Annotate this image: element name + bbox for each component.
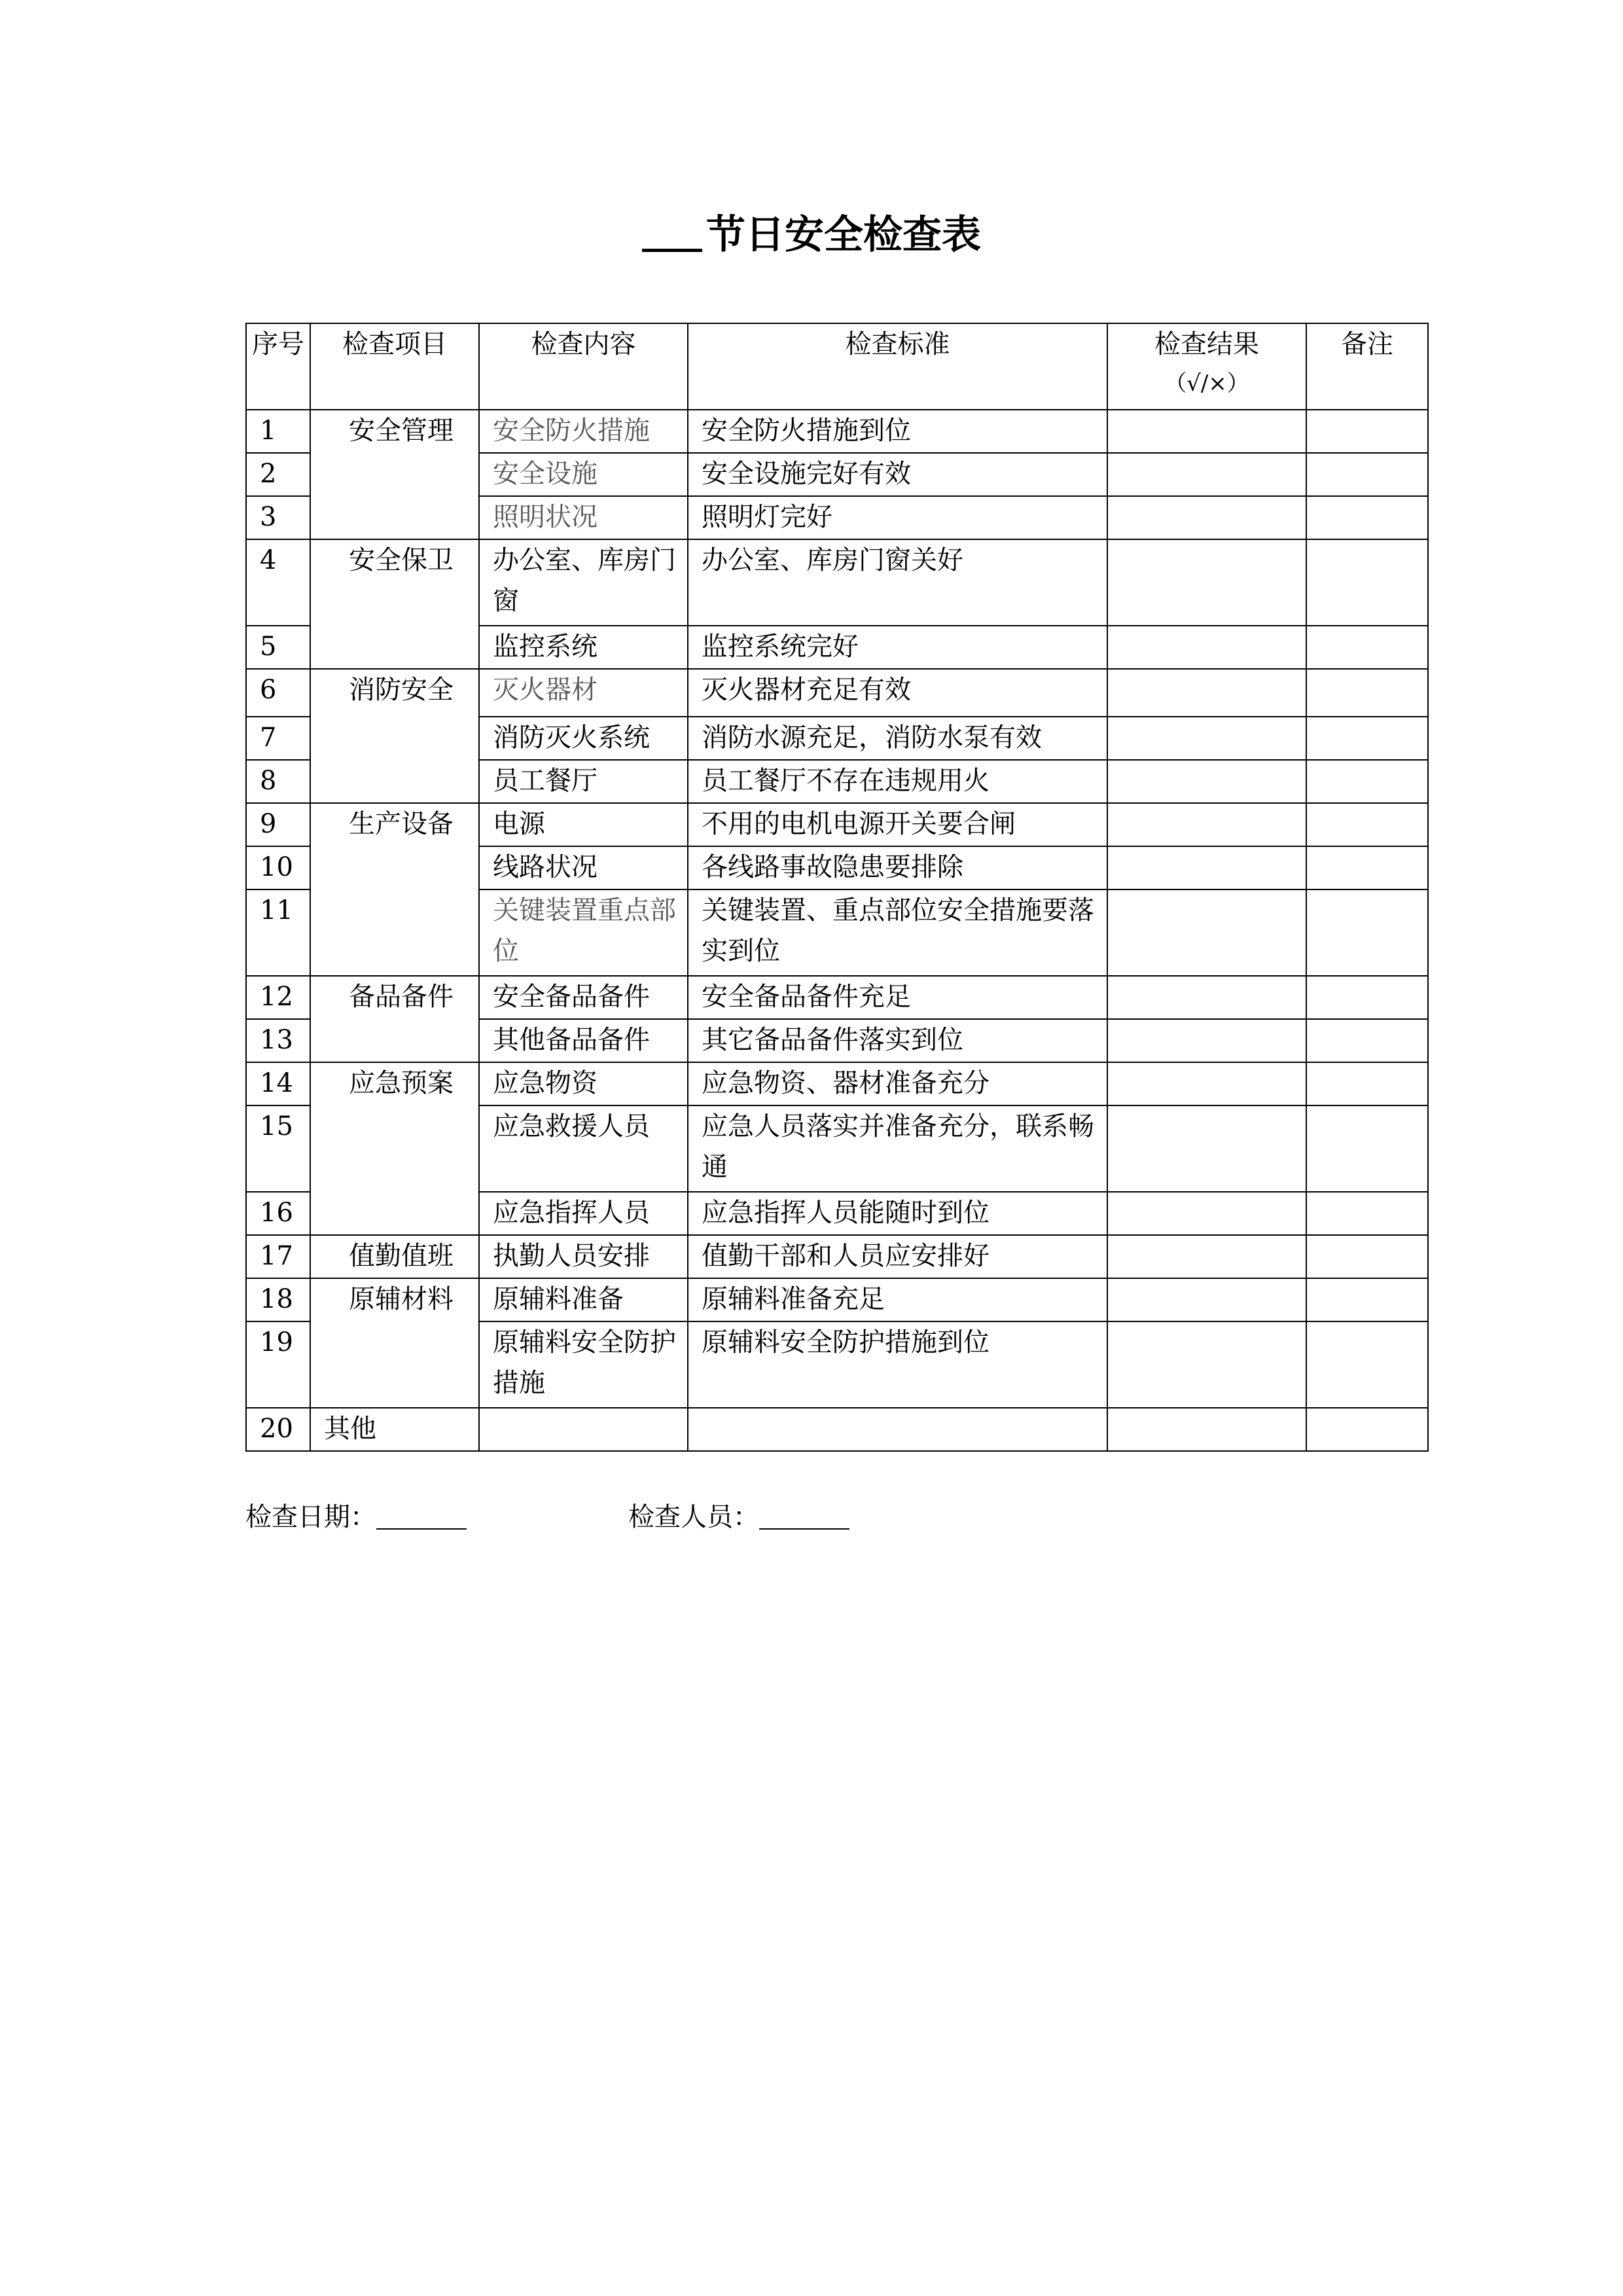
- table-row: [246, 410, 1428, 453]
- remark-cell[interactable]: [1306, 803, 1428, 846]
- row-no: 17: [246, 1235, 310, 1278]
- row-standard: 安全防火措施到位: [688, 410, 1107, 453]
- remark-cell[interactable]: [1306, 669, 1428, 717]
- result-cell[interactable]: [1107, 1105, 1306, 1192]
- remark-cell[interactable]: [1306, 760, 1428, 803]
- row-content: 灭火器材: [479, 669, 688, 717]
- title-blank-line[interactable]: [642, 208, 702, 252]
- row-no: 9: [246, 803, 310, 846]
- header-no: 序号: [246, 323, 310, 410]
- result-cell[interactable]: [1107, 453, 1306, 496]
- group-item: 安全保卫: [310, 539, 479, 669]
- row-no: 14: [246, 1062, 310, 1105]
- result-cell[interactable]: [1107, 410, 1306, 453]
- result-cell[interactable]: [1107, 1235, 1306, 1278]
- row-content: 执勤人员安排: [479, 1235, 688, 1278]
- title-text: 节日安全检查表: [706, 212, 981, 258]
- table-row: [246, 1235, 1428, 1278]
- table-row: [246, 1062, 1428, 1105]
- row-no: 5: [246, 626, 310, 669]
- result-cell[interactable]: [1107, 976, 1306, 1019]
- remark-cell[interactable]: [1306, 539, 1428, 626]
- row-standard: 原辅料安全防护措施到位: [688, 1321, 1107, 1408]
- remark-cell[interactable]: [1306, 453, 1428, 496]
- header-remark: 备注: [1306, 323, 1428, 410]
- group-item: 值勤值班: [310, 1235, 479, 1278]
- result-cell[interactable]: [1107, 669, 1306, 717]
- remark-cell[interactable]: [1306, 717, 1428, 760]
- row-content: 应急救援人员: [479, 1105, 688, 1192]
- remark-cell[interactable]: [1306, 889, 1428, 976]
- row-standard[interactable]: [688, 1408, 1107, 1451]
- header-result-label: 检查结果: [1154, 329, 1259, 359]
- row-standard: 关键装置、重点部位安全措施要落实到位: [688, 889, 1107, 976]
- row-content: 员工餐厅: [479, 760, 688, 803]
- row-standard: 各线路事故隐患要排除: [688, 846, 1107, 889]
- remark-cell[interactable]: [1306, 1278, 1428, 1321]
- row-no: 2: [246, 453, 310, 496]
- result-cell[interactable]: [1107, 846, 1306, 889]
- row-standard: 不用的电机电源开关要合闸: [688, 803, 1107, 846]
- group-item: 其他: [310, 1408, 479, 1451]
- row-standard: 其它备品备件落实到位: [688, 1019, 1107, 1062]
- remark-cell[interactable]: [1306, 1105, 1428, 1192]
- row-content: 应急物资: [479, 1062, 688, 1105]
- header-content: 检查内容: [479, 323, 688, 410]
- result-cell[interactable]: [1107, 803, 1306, 846]
- row-content: 其他备品备件: [479, 1019, 688, 1062]
- row-no: 20: [246, 1408, 310, 1451]
- row-no: 15: [246, 1105, 310, 1192]
- group-item: 生产设备: [310, 803, 479, 976]
- remark-cell[interactable]: [1306, 1408, 1428, 1451]
- inspector-blank[interactable]: [759, 1497, 849, 1530]
- remark-cell[interactable]: [1306, 1235, 1428, 1278]
- row-standard: 消防水源充足，消防水泵有效: [688, 717, 1107, 760]
- header-standard: 检查标准: [688, 323, 1107, 410]
- row-no: 19: [246, 1321, 310, 1408]
- row-no: 18: [246, 1278, 310, 1321]
- row-standard: 应急指挥人员能随时到位: [688, 1192, 1107, 1235]
- row-standard: 值勤干部和人员应安排好: [688, 1235, 1107, 1278]
- group-item: 原辅材料: [310, 1278, 479, 1408]
- row-content: 关键装置重点部位: [479, 889, 688, 976]
- result-cell[interactable]: [1107, 1062, 1306, 1105]
- row-no: 13: [246, 1019, 310, 1062]
- row-content: 原辅料准备: [479, 1278, 688, 1321]
- table-row: [246, 976, 1428, 1019]
- row-content: 线路状况: [479, 846, 688, 889]
- footer-inspector: [628, 1497, 849, 1537]
- result-cell[interactable]: [1107, 539, 1306, 626]
- row-content[interactable]: [479, 1408, 688, 1451]
- result-cell[interactable]: [1107, 1321, 1306, 1408]
- row-no: 16: [246, 1192, 310, 1235]
- result-cell[interactable]: [1107, 1019, 1306, 1062]
- row-content: 消防灭火系统: [479, 717, 688, 760]
- table-header-row: [246, 323, 1428, 410]
- table-row: [246, 803, 1428, 846]
- row-content: 电源: [479, 803, 688, 846]
- row-no: 12: [246, 976, 310, 1019]
- remark-cell[interactable]: [1306, 410, 1428, 453]
- group-item: 应急预案: [310, 1062, 479, 1235]
- row-standard: 监控系统完好: [688, 626, 1107, 669]
- header-result-sub: （√/×）: [1164, 370, 1249, 397]
- row-content: 办公室、库房门窗: [479, 539, 688, 626]
- page-title: [0, 208, 1623, 261]
- remark-cell[interactable]: [1306, 1062, 1428, 1105]
- row-content: 安全防火措施: [479, 410, 688, 453]
- header-item: 检查项目: [310, 323, 479, 410]
- row-content: 照明状况: [479, 496, 688, 539]
- row-content: 安全备品备件: [479, 976, 688, 1019]
- row-standard: 应急物资、器材准备充分: [688, 1062, 1107, 1105]
- row-no: 3: [246, 496, 310, 539]
- result-cell[interactable]: [1107, 1408, 1306, 1451]
- group-item: 安全管理: [310, 410, 479, 539]
- row-standard: 照明灯完好: [688, 496, 1107, 539]
- row-standard: 安全备品备件充足: [688, 976, 1107, 1019]
- row-standard: 应急人员落实并准备充分，联系畅通: [688, 1105, 1107, 1192]
- table-row: [246, 1278, 1428, 1321]
- table-row: [246, 1408, 1428, 1451]
- footer-date: [245, 1497, 467, 1537]
- remark-cell[interactable]: [1306, 846, 1428, 889]
- date-blank[interactable]: [376, 1497, 467, 1530]
- result-cell[interactable]: [1107, 626, 1306, 669]
- row-no: 4: [246, 539, 310, 626]
- row-standard: 安全设施完好有效: [688, 453, 1107, 496]
- table-row: [246, 669, 1428, 717]
- result-cell[interactable]: [1107, 1192, 1306, 1235]
- row-content: 应急指挥人员: [479, 1192, 688, 1235]
- table-row: [246, 539, 1428, 626]
- row-no: 7: [246, 717, 310, 760]
- row-standard: 员工餐厅不存在违规用火: [688, 760, 1107, 803]
- row-no: 6: [246, 669, 310, 717]
- row-content: 监控系统: [479, 626, 688, 669]
- row-no: 11: [246, 889, 310, 976]
- row-no: 8: [246, 760, 310, 803]
- row-no: 10: [246, 846, 310, 889]
- remark-cell[interactable]: [1306, 1019, 1428, 1062]
- date-label: 检查日期：: [245, 1502, 376, 1532]
- remark-cell[interactable]: [1306, 626, 1428, 669]
- header-result: [1107, 323, 1306, 410]
- row-standard: 灭火器材充足有效: [688, 669, 1107, 717]
- result-cell[interactable]: [1107, 496, 1306, 539]
- row-standard: 办公室、库房门窗关好: [688, 539, 1107, 626]
- row-content: 安全设施: [479, 453, 688, 496]
- remark-cell[interactable]: [1306, 496, 1428, 539]
- group-item: 消防安全: [310, 669, 479, 803]
- result-cell[interactable]: [1107, 717, 1306, 760]
- remark-cell[interactable]: [1306, 1192, 1428, 1235]
- result-cell[interactable]: [1107, 760, 1306, 803]
- row-no: 1: [246, 410, 310, 453]
- inspection-table: [245, 323, 1429, 1452]
- result-cell[interactable]: [1107, 889, 1306, 976]
- row-standard: 原辅料准备充足: [688, 1278, 1107, 1321]
- row-content: 原辅料安全防护措施: [479, 1321, 688, 1408]
- result-cell[interactable]: [1107, 1278, 1306, 1321]
- remark-cell[interactable]: [1306, 976, 1428, 1019]
- remark-cell[interactable]: [1306, 1321, 1428, 1408]
- inspector-label: 检查人员：: [628, 1502, 759, 1532]
- group-item: 备品备件: [310, 976, 479, 1062]
